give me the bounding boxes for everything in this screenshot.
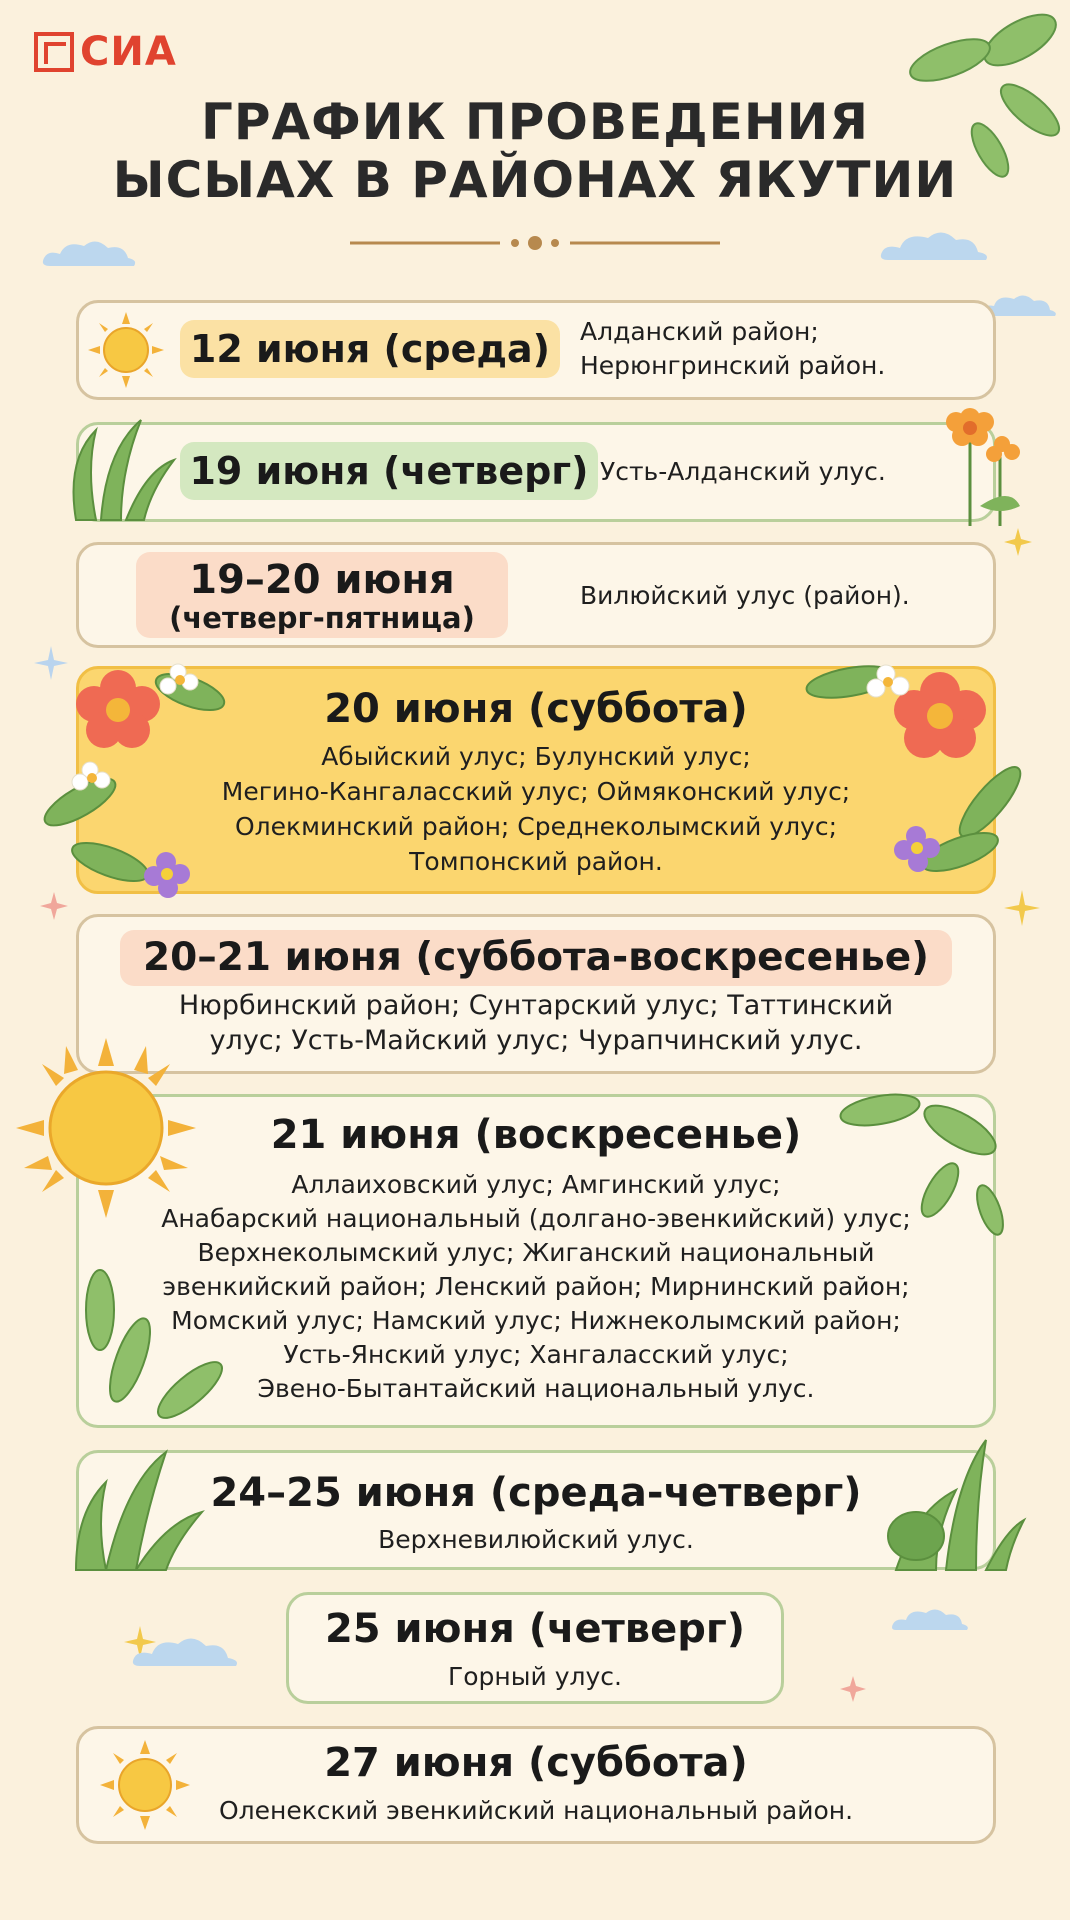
event-place: Эвено-Бытантайский национальный улус. <box>257 1374 815 1403</box>
event-date: 21 июня (воскресенье) <box>270 1112 802 1158</box>
event-place: Горный улус. <box>448 1662 622 1691</box>
event-date: 19–20 июня <box>189 557 455 603</box>
sparkle-icon <box>40 892 68 920</box>
event-date-days: (четверг-пятница) <box>169 601 475 635</box>
cloud-icon <box>40 236 140 272</box>
event-date: 20–21 июня (суббота-воскресенье) <box>142 935 930 980</box>
event-date: 12 июня (среда) <box>189 327 551 371</box>
event-place: Нюрбинский район; Сунтарский улус; Таттинский <box>178 990 894 1021</box>
logo <box>34 26 177 78</box>
event-place: Аллаиховский улус; Амгинский улус; <box>291 1170 781 1199</box>
sparkle-icon <box>1004 528 1032 556</box>
sparkle-icon <box>1004 890 1040 926</box>
date-pill <box>136 552 508 638</box>
grass-icon <box>56 410 176 520</box>
event-place: Момский улус; Намский улус; Нижнеколымский район; <box>171 1306 901 1335</box>
event-place: Усть-Алданский улус. <box>600 457 886 486</box>
event-place: Олекминский район; Среднеколымский улус; <box>234 812 838 841</box>
event-place: Верхневилюйский улус. <box>378 1525 694 1554</box>
event-place: Верхнеколымский улус; Жиганский национальный <box>197 1238 875 1267</box>
event-place: Алданский район; <box>580 317 819 346</box>
cloud-icon <box>890 1604 970 1634</box>
sparkle-icon <box>840 1676 866 1702</box>
event-date: 27 июня (суббота) <box>324 1740 748 1786</box>
event-place: Нерюнгринский район. <box>580 351 886 380</box>
page-title-line2: ЫСЫАХ В РАЙОНАХ ЯКУТИИ <box>112 151 958 209</box>
event-place: Усть-Янский улус; Хангаласский улус; <box>283 1340 789 1369</box>
event-place: улус; Усть-Майский улус; Чурапчинский улус. <box>209 1025 863 1056</box>
logo-mark-icon <box>34 32 74 72</box>
date-pill <box>180 442 598 500</box>
event-date: 20 июня (суббота) <box>324 686 748 732</box>
event-place: Томпонский район. <box>409 847 663 876</box>
date-pill <box>180 320 560 378</box>
ornament-divider-icon <box>350 236 720 250</box>
logo-text: СИА <box>80 29 177 75</box>
event-place: Абыйский улус; Булунский улус; <box>321 742 751 771</box>
event-date: 24–25 июня (среда-четверг) <box>210 1470 862 1516</box>
event-place: Оленекский эвенкийский национальный район. <box>218 1796 854 1825</box>
cloud-icon <box>130 1630 240 1670</box>
flower-icon <box>920 396 1030 526</box>
event-place: эвенкийский район; Ленский район; Мирнинский район; <box>162 1272 910 1301</box>
sun-icon <box>88 312 164 388</box>
event-place: Мегино-Кангаласский улус; Оймяконский улус; <box>221 777 851 806</box>
cloud-icon <box>878 226 998 266</box>
event-place: Вилюйский улус (район). <box>580 581 910 610</box>
event-date: 25 июня (четверг) <box>324 1606 746 1652</box>
event-place: Анабарский национальный (долгано-эвенкийский) улус; <box>161 1204 911 1233</box>
date-pill <box>120 930 952 986</box>
page-title-line1: ГРАФИК ПРОВЕДЕНИЯ <box>200 93 870 151</box>
event-date: 19 июня (четверг) <box>189 449 589 493</box>
